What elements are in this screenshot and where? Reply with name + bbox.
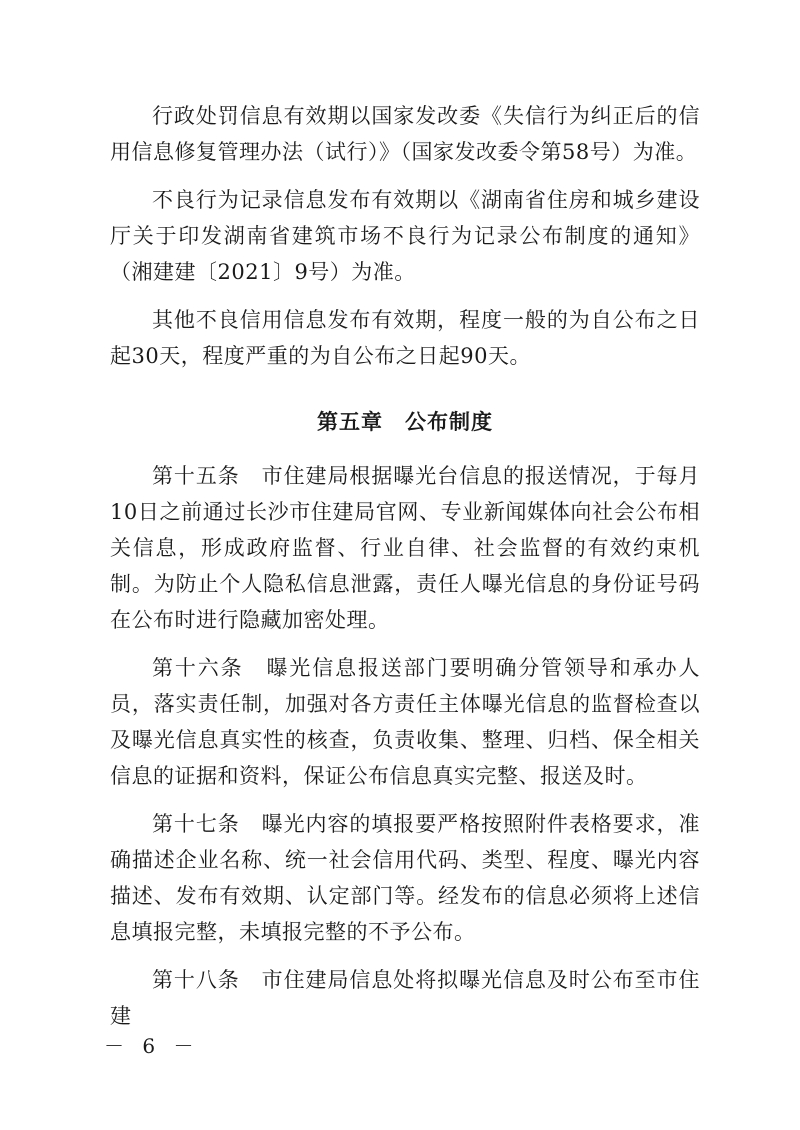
paragraph-article-17: 第十七条 曝光内容的填报要严格按照附件表格要求，准确描述企业名称、统一社会信用代码、类型、程度、曝光内容描述、发布有效期、认定部门等。经发布的信息必须将上述信息填报完整，未填报完整的不予公布。 [110, 812, 700, 944]
page-content [110, 98, 700, 1046]
paragraph-bad-record-validity: 不良行为记录信息发布有效期以《湖南省住房和城乡建设厅关于印发湖南省建筑市场不良行为记录公布制度的通知》（湘建建〔2021〕9号）为准。 [110, 188, 700, 284]
paragraph-admin-penalty-validity: 行政处罚信息有效期以国家发改委《失信行为纠正后的信用信息修复管理办法（试行）》（国家发改委令第58号）为准。 [110, 104, 700, 164]
paragraph-article-16: 第十六条 曝光信息报送部门要明确分管领导和承办人员，落实责任制，加强对各方责任主体曝光信息的监督检查以及曝光信息真实性的核查，负责收集、整理、归档、保全相关信息的证据和资料，保证公布信息真实完整、报送及时。 [110, 656, 700, 788]
page-number: － 6 － [104, 1034, 200, 1058]
chapter-title: 第五章 公布制度 [317, 409, 493, 434]
paragraph-article-18: 第十八条 市住建局信息处将拟曝光信息及时公布至市住建 [110, 968, 700, 1028]
paragraph-other-credit-validity: 其他不良信用信息发布有效期，程度一般的为自公布之日起30天，程度严重的为自公布之日起90天。 [110, 308, 700, 368]
paragraph-article-15: 第十五条 市住建局根据曝光台信息的报送情况，于每月10日之前通过长沙市住建局官网、专业新闻媒体向社会公布相关信息，形成政府监督、行业自律、社会监督的有效约束机制。为防止个人隐私信息泄露，责任人曝光信息的身份证号码在公布时进行隐藏加密处理。 [110, 464, 700, 632]
